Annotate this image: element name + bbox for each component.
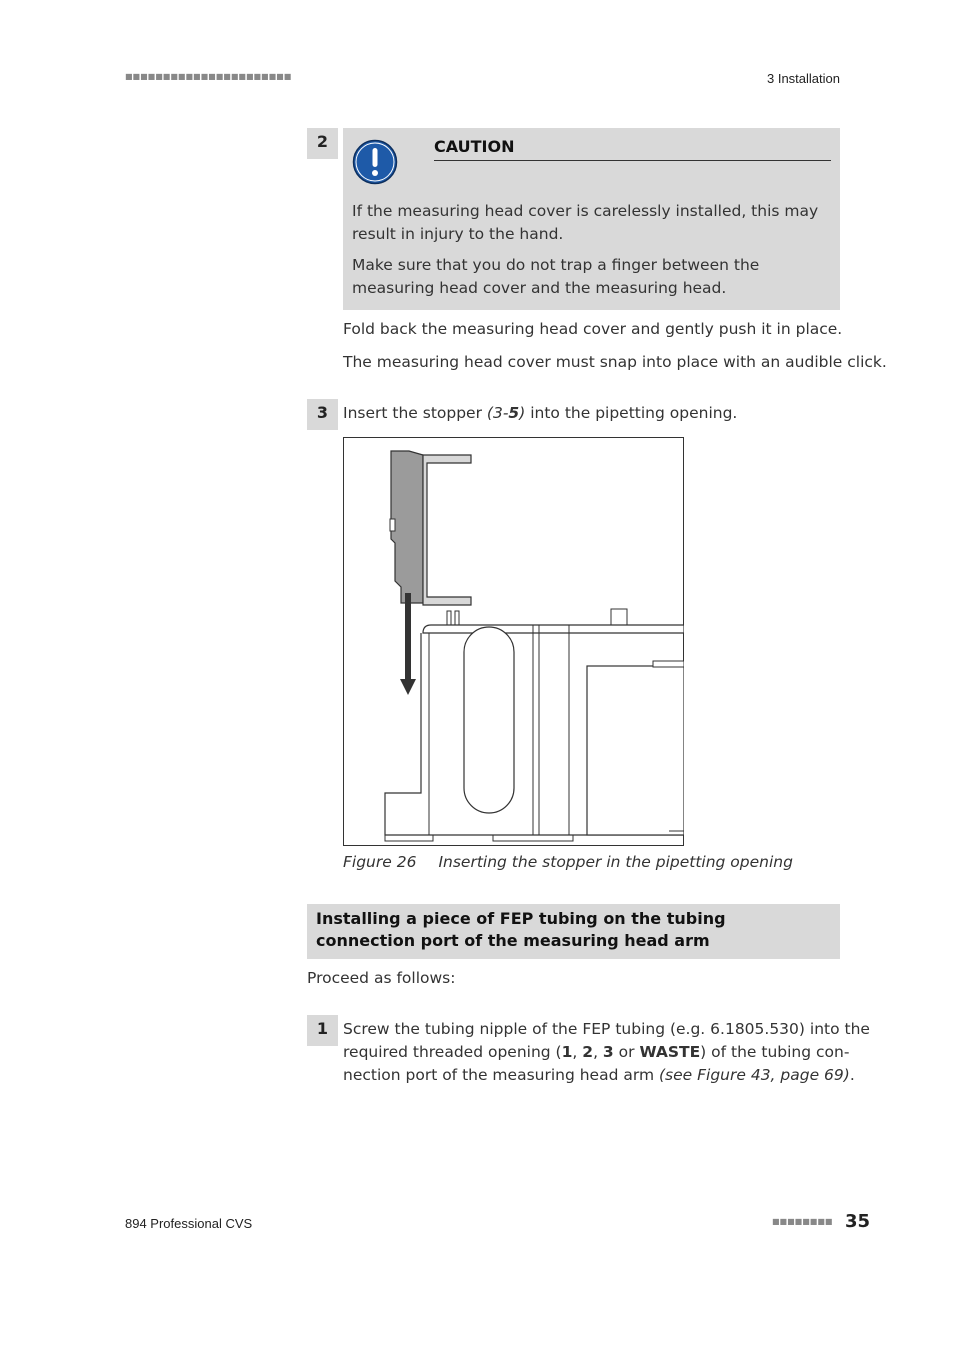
step-text (343, 402, 737, 425)
figure-caption (343, 853, 793, 871)
step-line (343, 1064, 855, 1087)
cross-reference: (see Figure 43, page 69) (658, 1066, 850, 1084)
step-line: Screw the tubing nipple of the FEP tubing (e.g. 6.1805.530) into the (343, 1020, 870, 1038)
step-text (343, 1018, 870, 1087)
intro-text: Proceed as follows: (307, 969, 456, 987)
opening-label: 1 (561, 1043, 573, 1061)
chapter-title: 3 Installation (767, 71, 840, 86)
figure-label: Figure 26 (343, 853, 417, 871)
product-name: 894 Professional CVS (125, 1216, 253, 1231)
step-number: 3 (307, 399, 338, 430)
step-line (343, 1041, 850, 1064)
caution-divider (434, 160, 831, 161)
separator: , (593, 1043, 603, 1061)
step-text-part: into the pipetting opening. (525, 404, 738, 422)
figure-reference-item: 5 (508, 404, 520, 422)
caution-text: If the measuring head cover is carelessly installed, this may result in injury to the hand. (352, 202, 819, 243)
page-number: 35 (845, 1211, 871, 1232)
figure-reference: (3- (486, 404, 509, 422)
opening-label: WASTE (639, 1043, 701, 1061)
step-text-part: . (849, 1066, 855, 1084)
step-text-part: ) of the tubing con- (700, 1043, 850, 1061)
separator: or (613, 1043, 640, 1061)
figure-reference: ) (519, 404, 526, 422)
step-note: The measuring head cover must snap into place with an audible click. (343, 353, 887, 371)
opening-label: 2 (582, 1043, 594, 1061)
step-number: 2 (307, 128, 338, 159)
step-text-part: nection port of the measuring head arm (343, 1066, 659, 1084)
opening-label: 3 (602, 1043, 614, 1061)
footer-decoration: ■■■■■■■■ (772, 1217, 833, 1226)
figure-illustration (343, 437, 684, 846)
step-text-part: Insert the stopper (343, 404, 487, 422)
figure-caption-text: Inserting the stopper in the pipetting opening (438, 853, 793, 871)
section-title: Installing a piece of FEP tubing on the tubing connection port of the measuring head arm (316, 909, 726, 950)
step-number: 1 (307, 1015, 338, 1046)
header-decoration: ■■■■■■■■■■■■■■■■■■■■■■ (125, 72, 292, 81)
step-text: Fold back the measuring head cover and gently push it in place. (343, 320, 843, 338)
step-text-part: required threaded opening ( (343, 1043, 562, 1061)
separator: , (572, 1043, 583, 1061)
caution-instruction: Make sure that you do not trap a finger between the measuring head cover and the measuring head. (352, 256, 760, 297)
caution-title: CAUTION (434, 137, 515, 156)
exclamation-icon (352, 139, 398, 185)
